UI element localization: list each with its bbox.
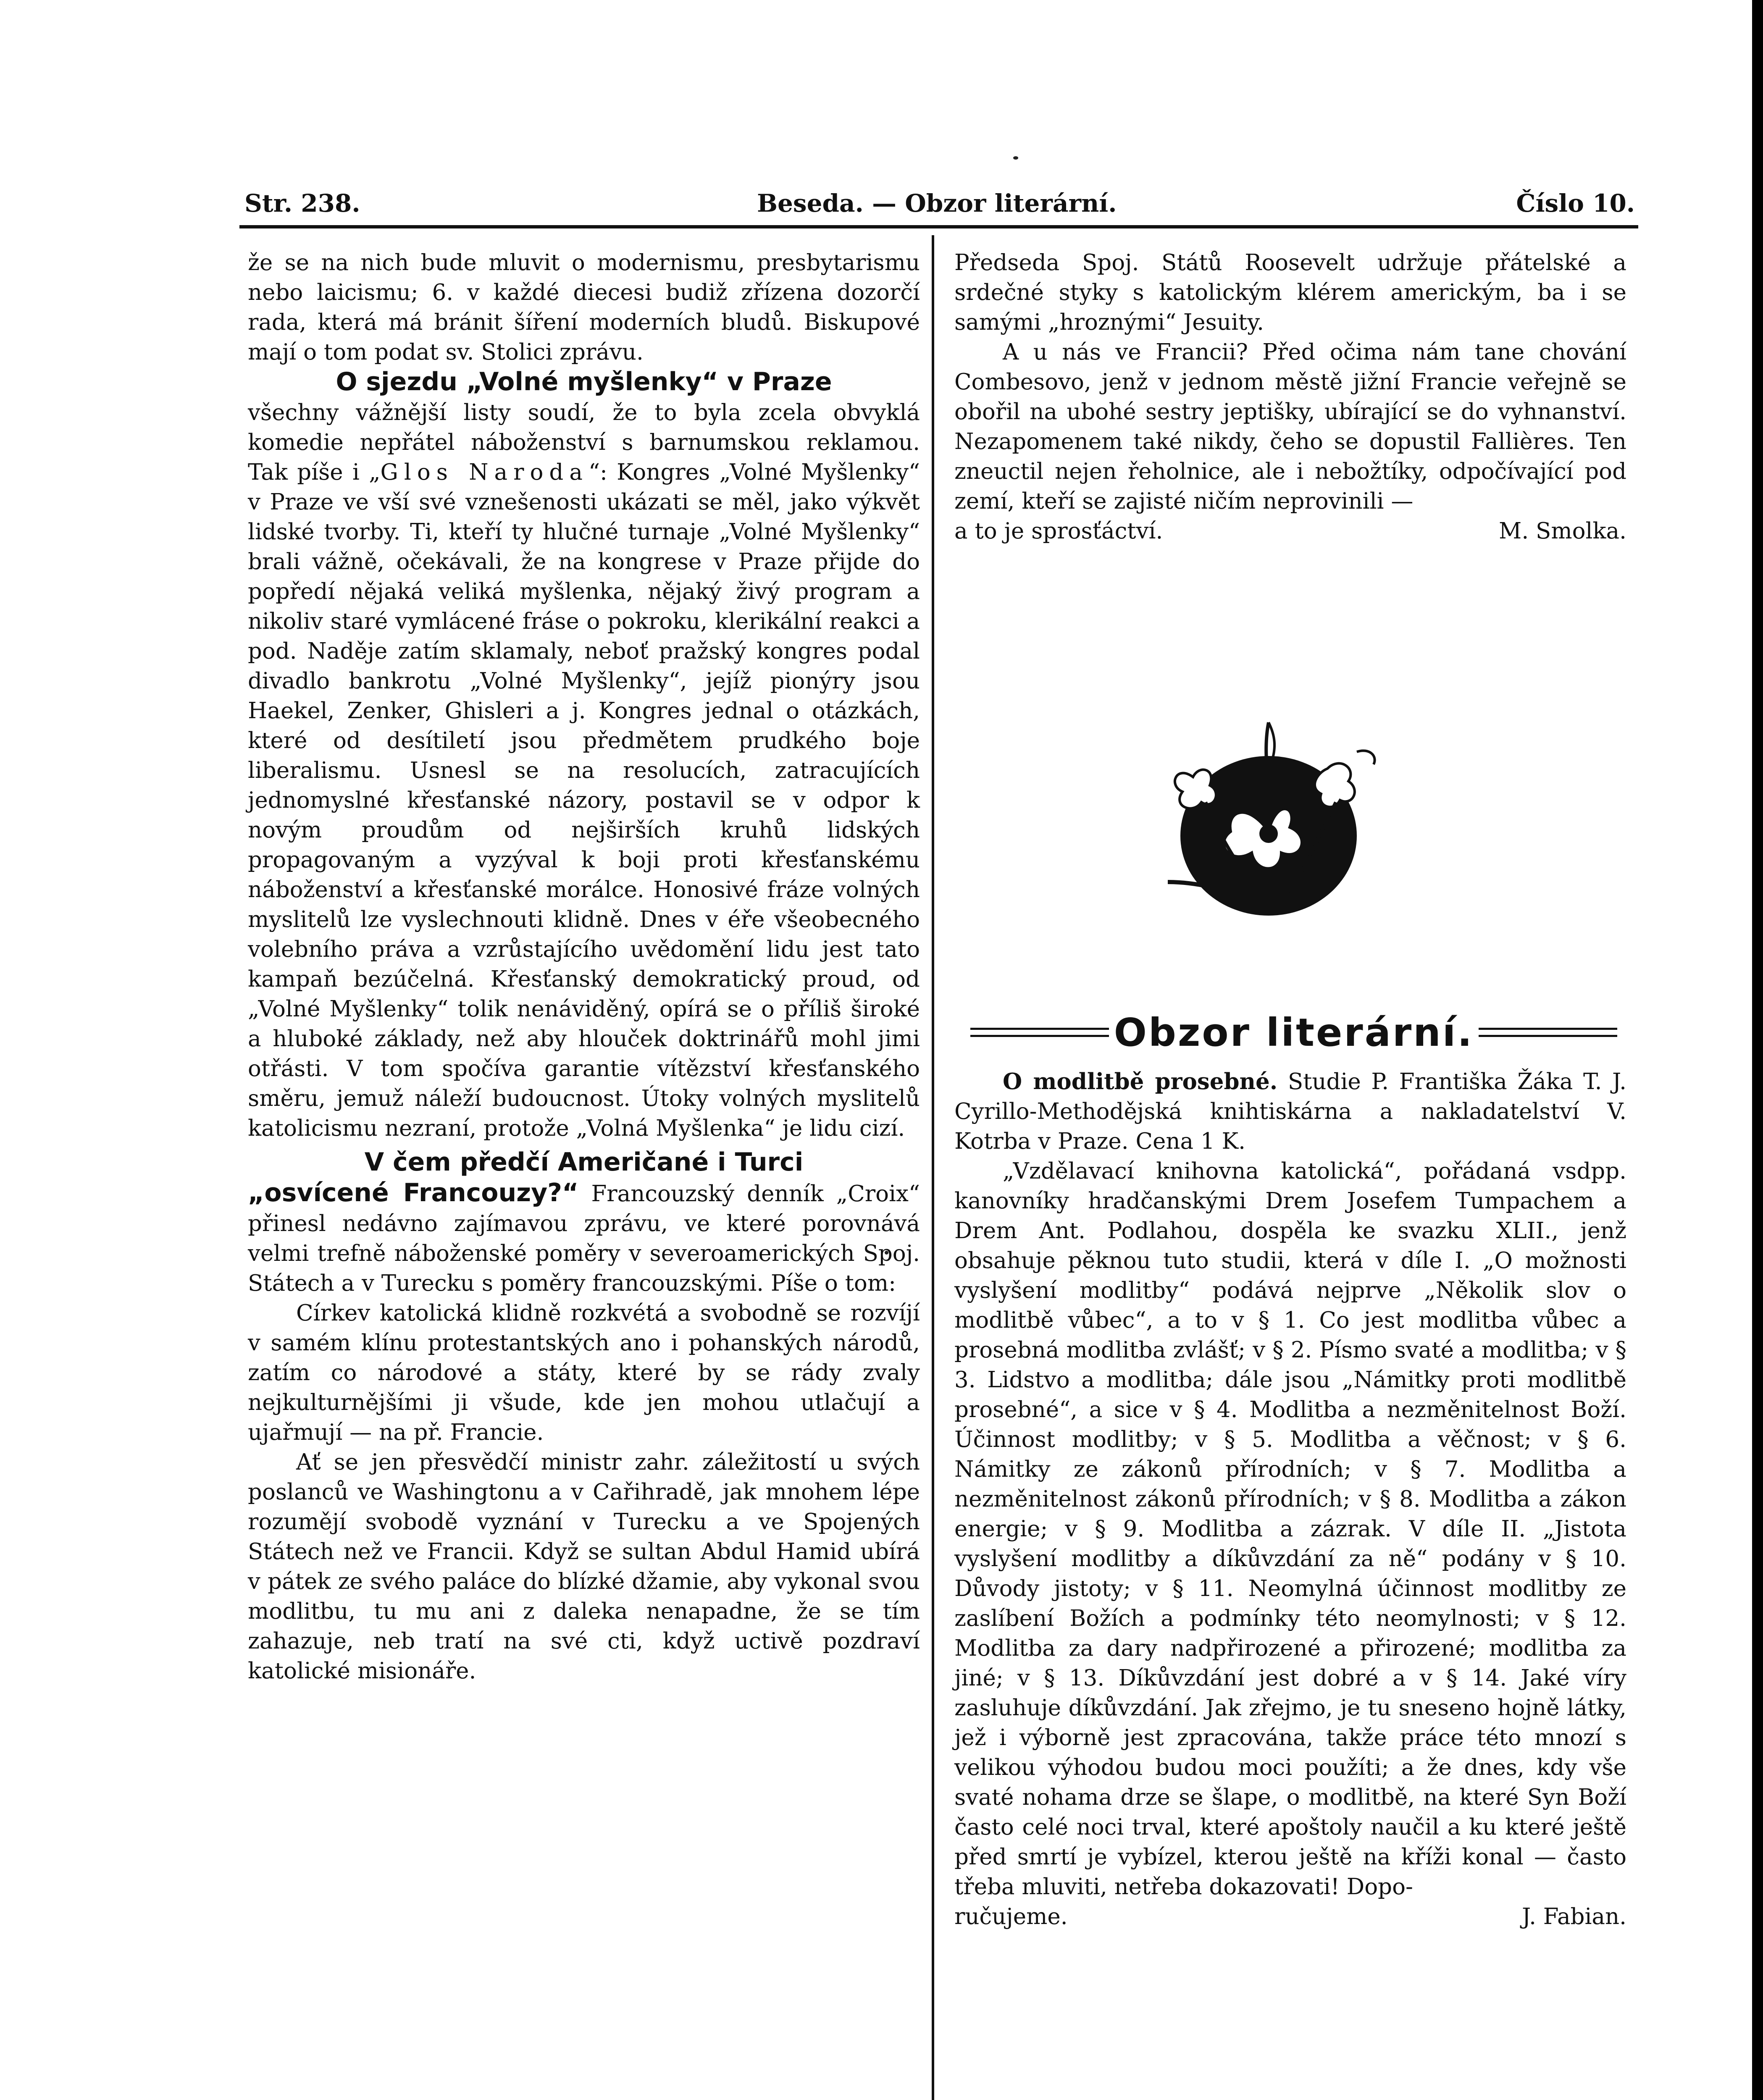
continued-paragraph: že se na nich bude mluvit o modernismu, presbytarismu nebo laicismu; 6. v každé diecesi budiž zřízena dozorčí rada, která má bránit šíření moderních bludů. Biskupové mají o tom podat sv. Stolici zprávu. [248, 250, 920, 365]
section-title: Obzor literární. [1114, 1010, 1474, 1055]
article-heading-congress: O sjezdu „Volné myšlenky“ v Praze [336, 367, 832, 396]
column-divider [932, 235, 934, 2100]
scan-speck [1013, 156, 1018, 160]
author-signature: M. Smolka. [1499, 518, 1626, 544]
left-column [248, 248, 920, 1686]
section-rule-right [1479, 1028, 1617, 1037]
flower-ornament [1143, 706, 1386, 941]
section-rule-left [970, 1028, 1109, 1037]
article-heading-americans: V čem předčí Američané i Turci [364, 1147, 804, 1177]
signature-line: ručujeme. J. Fabian. [954, 1902, 1626, 1932]
book-review-heading: O modlitbě prosebné. Studie P. Františka Žáka T. J. Cyrillo-Methodějská knihtiskárna a nakladatelství V. Kotrba v Praze. Cena 1 K. [954, 1068, 1626, 1154]
scan-edge-right [1752, 0, 1763, 2100]
paragraph: Ať se jen přesvědčí ministr zahr. záležitostí u svých poslanců ve Washingtonu a v Cařihradě, jak mnohem lépe rozumějí svobodě vyznání v Turecku a ve Spojených Státech než ve Francii. Když se sultan Abdul Hamid ubírá v pátek ze svého paláce do blízké džamie, aby vykonal svou modlitbu, tu mu ani z daleka nenapadne, že se tím zahazuje, neb tratí na své cti, když uctivě pozdraví katolické misionáře. [248, 1449, 920, 1684]
paragraph: Předseda Spoj. Států Roosevelt udržuje přátelské a srdečné styky s katolickým klérem americkým, ba i se samými „hroznými“ Jesuity. [954, 250, 1626, 335]
signature-line: a to je sprosťáctví. M. Smolka. [954, 516, 1626, 546]
right-column-literary [954, 1067, 1626, 1932]
paragraph: Církev katolická klidně rozkvétá a svobodně se rozvíjí v samém klínu protestantských ano i pohanských národů, zatím co národové a státy, které by se rády zvaly nejkulturnějšími ji všude, kde jen mohou utlačují a ujařmují — na př. Francie. [248, 1300, 920, 1445]
article-body-congress: všechny vážnější listy soudí, že to byla zcela obvyklá komedie nepřátel náboženství s barnumskou reklamou. Tak píše i „Glos Naroda“: Kongres „Volné Myšlenky“ v Praze ve vší své vznešenosti ukázati se měl, jako výkvět lidské tvorby. Ti, kteří ty hlučné turnaje „Volné Myšlenky“ brali vážně, očekávali, že na kongrese v Praze přijde do popředí nějaká veliká myšlenka, nějaký živý program a nikoliv staré vymlácené fráse o pokroku, klerikální reakci a pod. Naděje zatím sklamaly, neboť pražský kongres podal divadlo bankrotu „Volné Myšlenky“, jejíž pionýry jsou Haekel, Zenker, Ghisleri a j. Kongres jednal o otázkách, které od desítiletí jsou předmětem prudkého boje liberalismu. Usnesl se na resolucích, zatracujících jednomyslné křesťanské názory, postavil se v odpor k novým proudům od nejširších kruhů lidských propagovaným a vyzýval k boji proti křesťanskému náboženství a křesťanské morálce. Honosivé fráze volných myslitelů lze vyslechnouti klidně. Dnes v éře všeobecného volebního práva a vzrůstajícího uvědomění lidu jest tato kampaň bezúčelná. Křesťanský demokratický proud, od „Volné Myšlenky“ tolik nenáviděný, opírá se o příliš široké a hluboké základy, než aby hlouček doktrinářů mohl jimi otřásti. V tom spočíva garantie vítězství křesťanského směru, jemuž náleží budoucnost. Útoky volných myslitelů katolicismu nezraní, protože „Volná Myšlenka“ je lidu cizí. [248, 400, 920, 1141]
article-body-americans: „osvícené Francouzy?“ Francouzský denník „Croix“ přinesl nedávno zajímavou zprávu, ve které porovnává velmi trefně náboženské poměry v severoamerických Spoj. Státech a v Turecku s poměry francouzskými. Píše o tom: [248, 1178, 920, 1296]
author-signature: J. Fabian. [1521, 1904, 1626, 1929]
header-rule [239, 225, 1638, 228]
page-number: Str. 238. [244, 189, 360, 218]
right-column-top [954, 248, 1626, 546]
running-title: Beseda. — Obzor literární. [757, 189, 1117, 218]
paragraph: A u nás ve Francii? Před očima nám tane chování Combesovo, jenž v jednom městě jižní Francie veřejně se obořil na ubohé sestry jeptišky, ubírající se do vyhnanství. Nezapomenem také nikdy, čeho se dopustil Fallières. Ten zneuctil nejen řeholnice, ale i nebožtíky, odpočívající pod zemí, kteří se zajisté ničím neprovinili — [954, 339, 1626, 514]
section-heading [970, 1007, 1617, 1058]
book-review-body: „Vzdělavací knihovna katolická“, pořádaná vsdpp. kanovníky hradčanskými Drem Josefem Tumpachem a Drem Ant. Podlahou, dospěla ke svazku XLII., jenž obsahuje pěknou tuto studii, která v díle I. „O možnosti vyslyšení modlitby“ podává nejprve „Několik slov o modlitbě vůbec“, a to v § 1. Co jest modlitba vůbec a prosebná modlitba zvlášť; v § 2. Písmo svaté a modlitba; v § 3. Lidstvo a modlitba; dále jsou „Námitky proti modlitbě prosebné“, a sice v § 4. Modlitba a nezměnitelnost Boží. Účinnost modlitby; v § 5. Modlitba a věčnost; v § 6. Námitky ze zákonů přírodních; v § 7. Modlitba a nezměnitelnost zákonů přírodních; v § 8. Modlitba a zákon energie; v § 9. Modlitba a zázrak. V díle II. „Jistota vyslyšení modlitby a díkůvzdání za ně“ podány v § 10. Důvody jistoty; v § 11. Neomylná účinnost modlitby ze zaslíbení Božích a podmínky této neomylnosti; v § 12. Modlitba za dary nadpřirozené a přirozené; modlitba za jiné; v § 13. Díkůvzdání jest dobré a v § 14. Jaké víry zasluhuje díkůvzdání. Jak zřejmo, je tu sneseno hojně látky, jež i výborně jest zpracována, takže práce této mnozí s velikou výhodou budou moci použíti; a že dnes, kdy vše svaté nohama drze se šlape, o modlitbě, na které Syn Boží často celé noci trval, které apoštoly naučil a ku které ještě před smrtí je vybízel, kterou ještě na kříži konal — často třeba mluviti, netřeba dokazovati! Dopo- [954, 1158, 1626, 1900]
issue-number: Číslo 10. [1516, 189, 1635, 218]
page-header [244, 189, 1635, 218]
